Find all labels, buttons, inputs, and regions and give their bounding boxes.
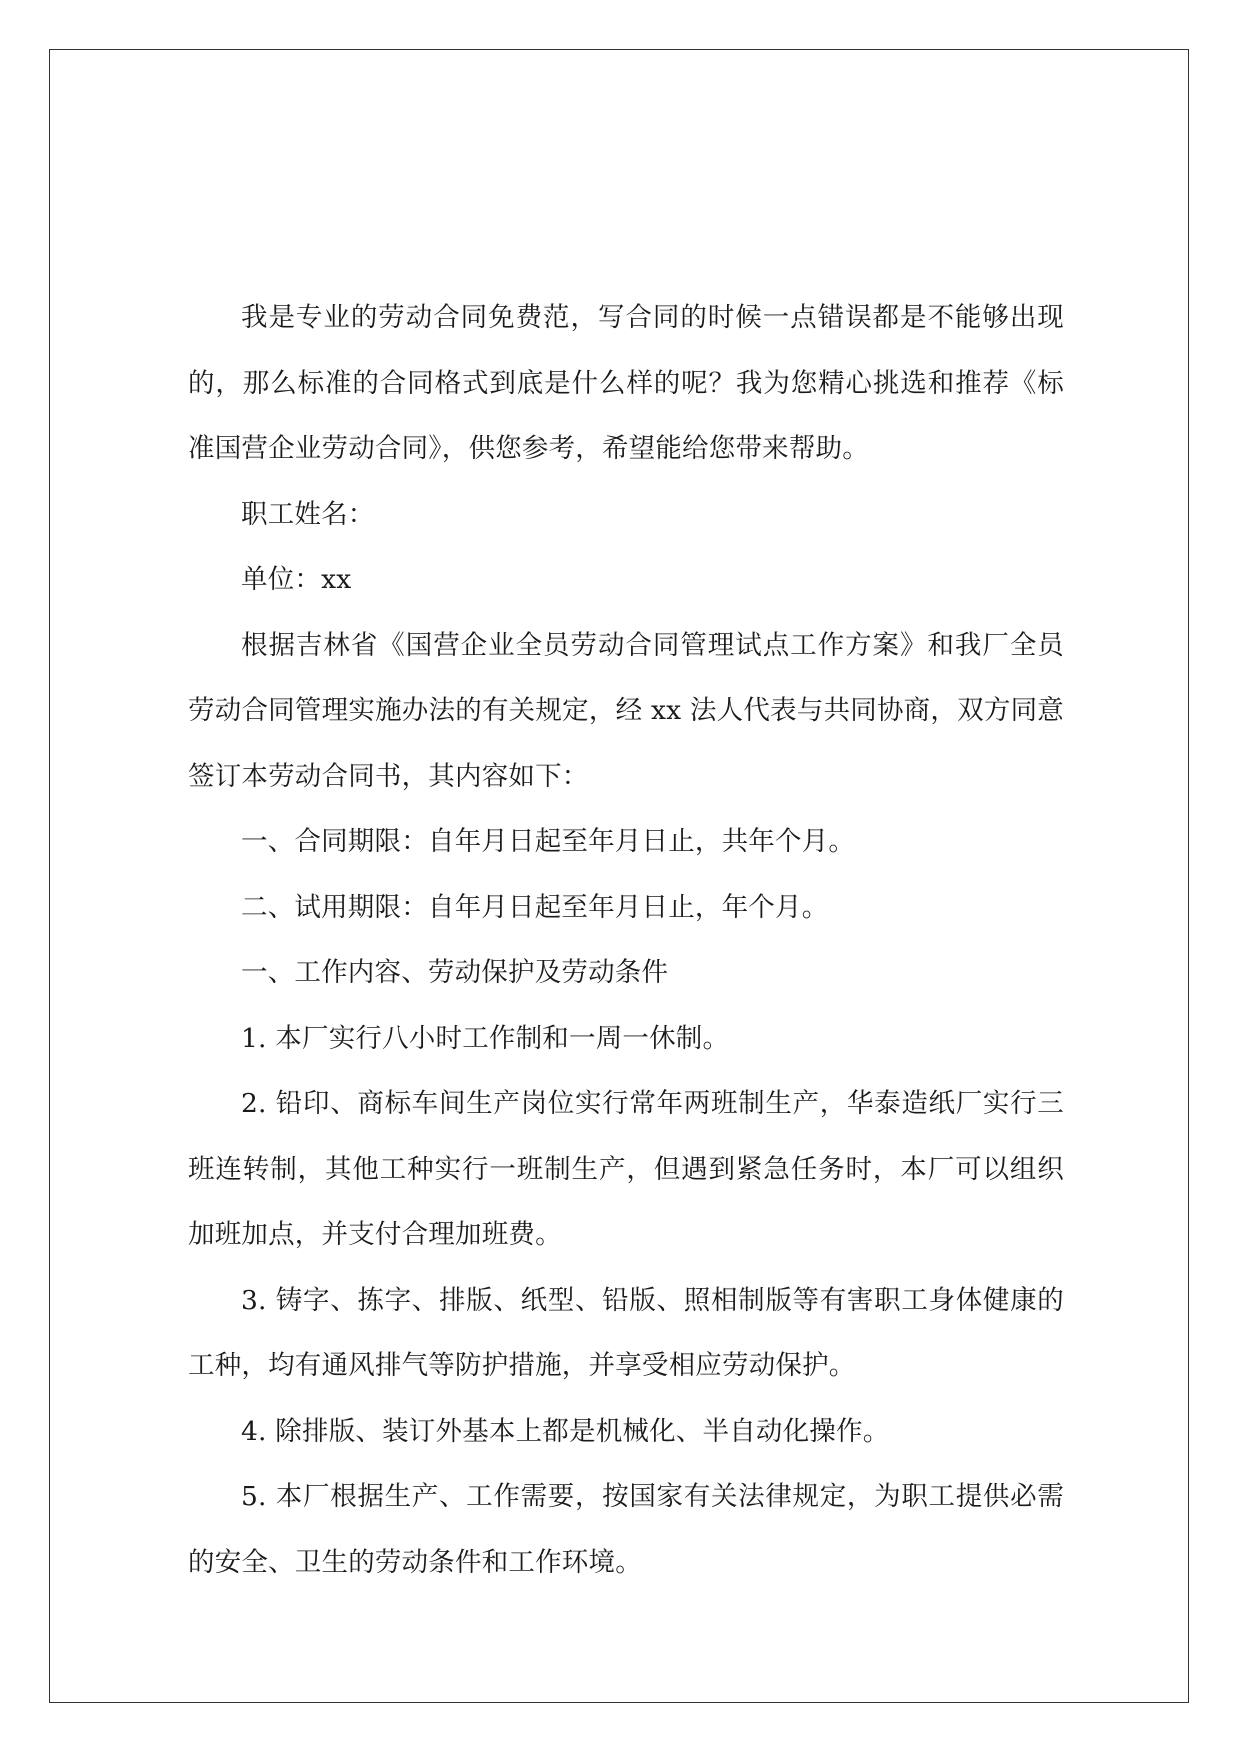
preamble-paragraph: 根据吉林省《国营企业全员劳动合同管理试点工作方案》和我厂全员劳动合同管理实施办法的有关规定，经 xx 法人代表与共同协商，双方同意签订本劳动合同书，其内容如下： bbox=[188, 629, 1064, 792]
employee-name-field: 职工姓名： bbox=[241, 498, 375, 530]
list-item: 1. 本厂实行八小时工作制和一周一休制。 bbox=[241, 1022, 730, 1054]
section-heading: 一、工作内容、劳动保护及劳动条件 bbox=[241, 957, 669, 988]
intro-paragraph: 我是专业的劳动合同免费范，写合同的时候一点错误都是不能够出现的，那么标准的合同格式到底是什么样的呢？我为您精心挑选和推荐《标准国营企业劳动合同》，供您参考，希望能给您带来帮助。 bbox=[188, 302, 1064, 464]
list-item: 2. 铅印、商标车间生产岗位实行常年两班制生产，华泰造纸厂实行三班连转制，其他工种实行一班制生产，但遇到紧急任务时，本厂可以组织加班加点，并支付合理加班费。 bbox=[188, 1088, 1064, 1250]
employer-unit-field: 单位：xx bbox=[241, 564, 352, 595]
probation-term-clause: 二、试用期限：自年月日起至年月日止，年个月。 bbox=[241, 891, 829, 923]
list-item: 3. 铸字、拣字、排版、纸型、铅版、照相制版等有害职工身体健康的工种，均有通风排气等防护措施，并享受相应劳动保护。 bbox=[188, 1284, 1064, 1381]
contract-term-clause: 一、合同期限：自年月日起至年月日止，共年个月。 bbox=[241, 826, 856, 857]
list-item: 4. 除排版、装订外基本上都是机械化、半自动化操作。 bbox=[241, 1415, 890, 1447]
document-body bbox=[188, 285, 1064, 1595]
list-item: 5. 本厂根据生产、工作需要，按国家有关法律规定，为职工提供必需的安全、卫生的劳动条件和工作环境。 bbox=[188, 1481, 1064, 1578]
